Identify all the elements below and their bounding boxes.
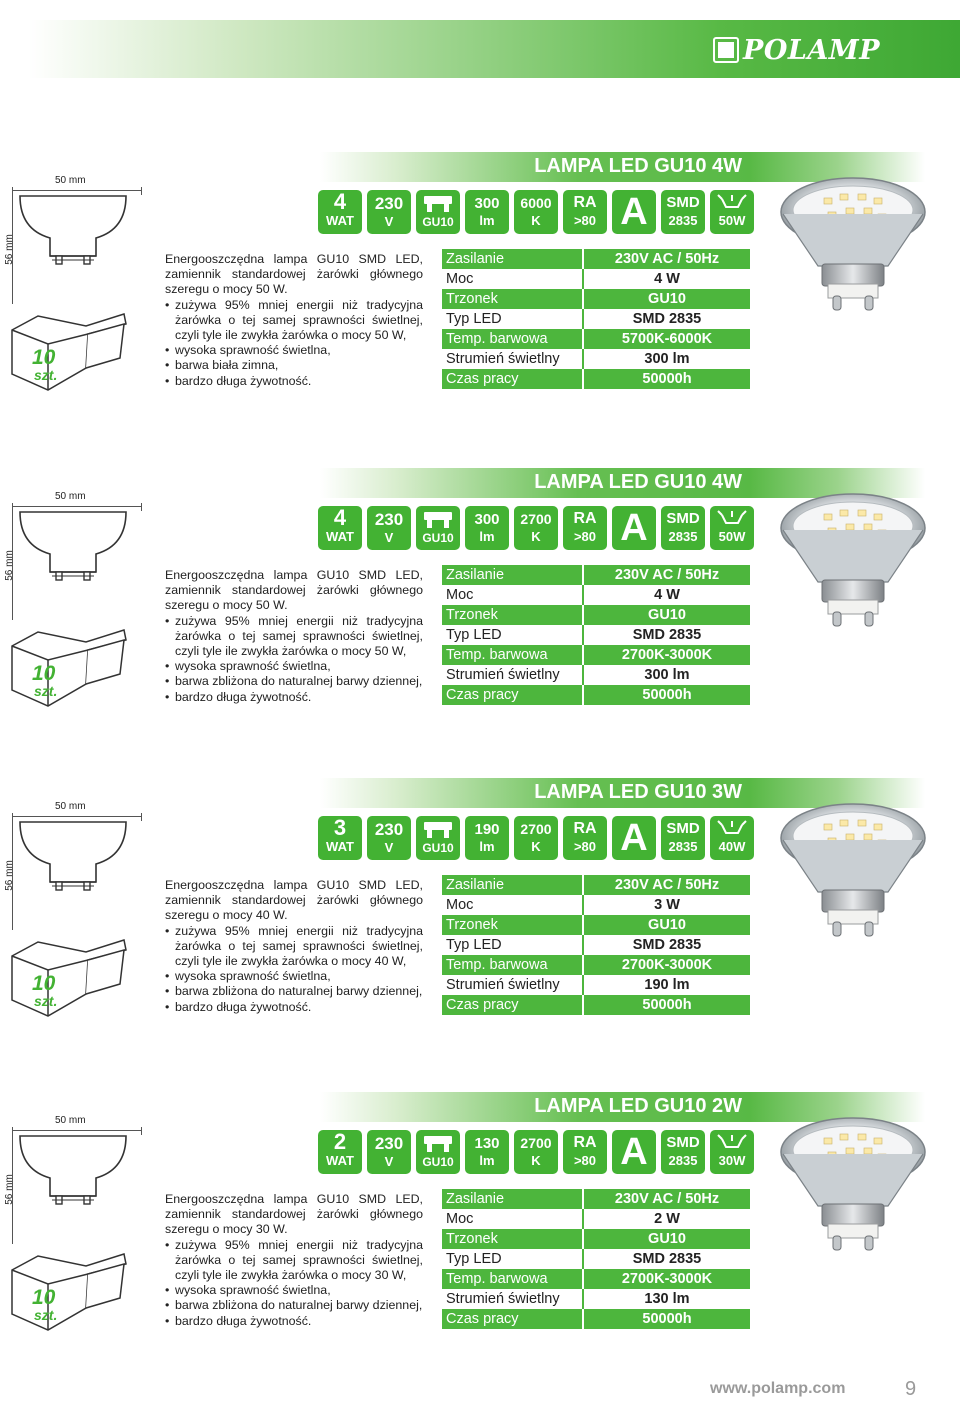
dimension-width-line xyxy=(12,816,142,817)
cri-icon xyxy=(563,506,607,550)
color-temp-value: 2700 xyxy=(520,511,552,527)
box-icon xyxy=(8,312,133,392)
color-temp-unit: K xyxy=(531,529,541,544)
spec-row xyxy=(442,369,750,389)
lumen-unit: lm xyxy=(479,529,495,544)
spec-key: Zasilanie xyxy=(442,249,583,269)
voltage-unit: V xyxy=(384,214,394,229)
dimension-height-line xyxy=(12,510,13,620)
cri-value: >80 xyxy=(573,529,597,544)
feature-icons xyxy=(318,816,758,860)
voltage-icon xyxy=(367,816,411,860)
spec-row xyxy=(442,1249,750,1269)
color-temp-icon xyxy=(514,190,558,234)
smd-icon xyxy=(661,1130,705,1174)
smd-value: 2835 xyxy=(668,213,698,228)
spec-key: Typ LED xyxy=(442,625,583,645)
brand-logo xyxy=(713,32,880,68)
spec-row xyxy=(442,565,750,585)
dimension-height: 56 mm xyxy=(3,234,15,265)
product-section xyxy=(0,152,960,412)
spec-value: 2700K-3000K xyxy=(583,645,750,665)
smd-icon xyxy=(661,190,705,234)
power-icon xyxy=(318,816,362,860)
cri-value: >80 xyxy=(573,213,597,228)
spec-value: 190 lm xyxy=(583,975,750,995)
description-intro: Energooszczędna lampa GU10 SMD LED, zamiennik standardowej żarówki głównego szeregu o mocy 50 W. xyxy=(165,568,423,613)
spec-value: 130 lm xyxy=(583,1289,750,1309)
cri-value: >80 xyxy=(573,839,597,854)
product-photo xyxy=(778,490,928,630)
smd-label: SMD xyxy=(666,510,700,527)
equivalent-value: 30W xyxy=(718,1153,746,1168)
spec-row xyxy=(442,975,750,995)
spec-value: 2 W xyxy=(583,1209,750,1229)
energy-class: A xyxy=(620,507,648,549)
spec-key: Zasilanie xyxy=(442,565,583,585)
light-rays-icon xyxy=(710,193,754,213)
spec-value: SMD 2835 xyxy=(583,935,750,955)
cri-label: RA xyxy=(573,1134,597,1151)
energy-class: A xyxy=(620,817,648,859)
dimension-width: 50 mm xyxy=(55,175,86,186)
socket-gu10-icon xyxy=(416,506,460,550)
spec-value: GU10 xyxy=(583,1229,750,1249)
spec-value: 4 W xyxy=(583,269,750,289)
equivalent-bulb-icon xyxy=(710,816,754,860)
lumen-icon xyxy=(465,506,509,550)
lamp-outline-icon xyxy=(18,1134,128,1214)
spec-row xyxy=(442,625,750,645)
lumen-value: 130 xyxy=(474,1135,500,1152)
product-photo xyxy=(778,800,928,940)
description xyxy=(165,252,423,389)
spec-value: 230V AC / 50Hz xyxy=(583,1189,750,1209)
spec-row xyxy=(442,289,750,309)
voltage-unit: V xyxy=(384,1154,394,1169)
smd-icon xyxy=(661,506,705,550)
product-title: LAMPA LED GU10 4W xyxy=(534,471,742,493)
box-unit: szt. xyxy=(34,1307,58,1323)
socket-label: GU10 xyxy=(422,1155,454,1169)
description xyxy=(165,878,423,1015)
feature-item: • barwa zbliżona do naturalnej barwy dziennej, xyxy=(165,984,423,999)
lumen-unit: lm xyxy=(479,839,495,854)
color-temp-unit: K xyxy=(531,839,541,854)
color-temp-unit: K xyxy=(531,1153,541,1168)
power-unit: WAT xyxy=(326,529,354,544)
spec-key: Zasilanie xyxy=(442,875,583,895)
spec-value: 5700K-6000K xyxy=(583,329,750,349)
spec-key: Moc xyxy=(442,269,583,289)
spec-key: Strumień świetlny xyxy=(442,975,583,995)
spec-row xyxy=(442,329,750,349)
power-value: 3 xyxy=(333,815,347,840)
feature-list xyxy=(165,298,423,389)
package-box xyxy=(8,628,133,712)
lamp-outline-icon xyxy=(18,194,128,274)
light-rays-icon xyxy=(710,1133,754,1153)
lumen-icon xyxy=(465,1130,509,1174)
box-quantity: 10 xyxy=(32,1286,56,1309)
cri-icon xyxy=(563,1130,607,1174)
spec-key: Moc xyxy=(442,1209,583,1229)
feature-item: • zużywa 95% mniej energii niż tradycyjna żarówka o tej samej sprawności świetlnej, czyli tyle ile zwykła żarówka o mocy 50 W, xyxy=(165,614,423,660)
spec-row xyxy=(442,249,750,269)
power-unit: WAT xyxy=(326,1153,354,1168)
energy-class: A xyxy=(620,191,648,233)
cri-label: RA xyxy=(573,510,597,527)
spec-key: Temp. barwowa xyxy=(442,329,583,349)
feature-item: • bardzo długa żywotność. xyxy=(165,1314,423,1329)
spec-row xyxy=(442,1309,750,1329)
feature-list xyxy=(165,924,423,1015)
feature-item: • wysoka sprawność świetlna, xyxy=(165,659,423,674)
dimension-height-line xyxy=(12,194,13,304)
lumen-value: 300 xyxy=(474,511,500,528)
smd-value: 2835 xyxy=(668,1153,698,1168)
dimension-width-line xyxy=(12,506,142,507)
cri-label: RA xyxy=(573,820,597,837)
smd-icon xyxy=(661,816,705,860)
spec-row xyxy=(442,685,750,705)
product-section xyxy=(0,1092,960,1352)
power-icon xyxy=(318,506,362,550)
power-value: 4 xyxy=(333,189,347,214)
spec-row xyxy=(442,1289,750,1309)
package-box xyxy=(8,938,133,1022)
cri-value: >80 xyxy=(573,1153,597,1168)
socket-label: GU10 xyxy=(422,841,454,855)
spec-key: Typ LED xyxy=(442,309,583,329)
spec-key: Moc xyxy=(442,895,583,915)
spec-key: Strumień świetlny xyxy=(442,349,583,369)
lamp-outline-icon xyxy=(18,820,128,900)
smd-label: SMD xyxy=(666,194,700,211)
spec-key: Trzonek xyxy=(442,915,583,935)
dimension-width: 50 mm xyxy=(55,1115,86,1126)
spec-row xyxy=(442,895,750,915)
description-intro: Energooszczędna lampa GU10 SMD LED, zamiennik standardowej żarówki głównego szeregu o mocy 30 W. xyxy=(165,1192,423,1237)
feature-item: • zużywa 95% mniej energii niż tradycyjna żarówka o tej samej sprawności świetlnej, czyli tyle ile zwykła żarówka o mocy 50 W, xyxy=(165,298,423,344)
power-icon xyxy=(318,190,362,234)
spec-value: 50000h xyxy=(583,1309,750,1329)
socket-gu10-icon xyxy=(416,816,460,860)
box-quantity: 10 xyxy=(32,346,56,369)
lumen-icon xyxy=(465,190,509,234)
dimension-height-line xyxy=(12,1134,13,1244)
product-photo xyxy=(778,1114,928,1254)
equivalent-bulb-icon xyxy=(710,190,754,234)
footer-url[interactable]: www.polamp.com xyxy=(710,1380,846,1397)
spec-key: Czas pracy xyxy=(442,685,583,705)
spec-row xyxy=(442,645,750,665)
spec-key: Moc xyxy=(442,585,583,605)
spec-value: GU10 xyxy=(583,605,750,625)
socket-gu10-icon xyxy=(416,1130,460,1174)
spec-row xyxy=(442,585,750,605)
spec-value: 2700K-3000K xyxy=(583,955,750,975)
socket-pins-icon xyxy=(416,818,460,842)
dimension-height: 56 mm xyxy=(3,550,15,581)
feature-item: • barwa biała zimna, xyxy=(165,358,423,373)
feature-item: • bardzo długa żywotność. xyxy=(165,690,423,705)
spec-value: 300 lm xyxy=(583,665,750,685)
spec-table xyxy=(442,1189,750,1329)
spec-value: 50000h xyxy=(583,369,750,389)
feature-item: • bardzo długa żywotność. xyxy=(165,374,423,389)
equivalent-bulb-icon xyxy=(710,1130,754,1174)
spec-value: 4 W xyxy=(583,585,750,605)
spec-value: SMD 2835 xyxy=(583,1249,750,1269)
spec-value: 3 W xyxy=(583,895,750,915)
feature-item: • zużywa 95% mniej energii niż tradycyjna żarówka o tej samej sprawności świetlnej, czyli tyle ile zwykła żarówka o mocy 40 W, xyxy=(165,924,423,970)
spec-key: Typ LED xyxy=(442,935,583,955)
color-temp-value: 6000 xyxy=(520,195,552,211)
color-temp-icon xyxy=(514,816,558,860)
box-icon xyxy=(8,938,133,1018)
spec-row xyxy=(442,349,750,369)
spec-key: Trzonek xyxy=(442,1229,583,1249)
spec-key: Czas pracy xyxy=(442,995,583,1015)
box-icon xyxy=(8,1252,133,1332)
spec-value: 50000h xyxy=(583,995,750,1015)
product-title: LAMPA LED GU10 4W xyxy=(534,155,742,177)
dimension-width: 50 mm xyxy=(55,801,86,812)
equivalent-value: 50W xyxy=(718,529,746,544)
spec-key: Temp. barwowa xyxy=(442,1269,583,1289)
spec-table xyxy=(442,249,750,389)
description-intro: Energooszczędna lampa GU10 SMD LED, zamiennik standardowej żarówki głównego szeregu o mocy 50 W. xyxy=(165,252,423,297)
box-quantity: 10 xyxy=(32,662,56,685)
page-number: 9 xyxy=(905,1378,917,1400)
spec-value: 300 lm xyxy=(583,349,750,369)
lumen-unit: lm xyxy=(479,213,495,228)
smd-label: SMD xyxy=(666,1134,700,1151)
spec-key: Zasilanie xyxy=(442,1189,583,1209)
spec-row xyxy=(442,309,750,329)
spec-key: Trzonek xyxy=(442,605,583,625)
spec-row xyxy=(442,935,750,955)
product-photo xyxy=(778,174,928,314)
voltage-icon xyxy=(367,1130,411,1174)
spec-row xyxy=(442,1209,750,1229)
power-value: 2 xyxy=(333,1129,347,1154)
voltage-value: 230 xyxy=(374,510,404,529)
color-temp-icon xyxy=(514,506,558,550)
spec-table xyxy=(442,565,750,705)
spec-value: SMD 2835 xyxy=(583,625,750,645)
logo-text: POLAMP xyxy=(743,34,880,66)
dimension-width: 50 mm xyxy=(55,491,86,502)
cri-icon xyxy=(563,190,607,234)
spec-value: 50000h xyxy=(583,685,750,705)
equivalent-value: 50W xyxy=(718,213,746,228)
spec-row xyxy=(442,269,750,289)
feature-icons xyxy=(318,506,758,550)
box-quantity: 10 xyxy=(32,972,56,995)
lumen-value: 190 xyxy=(474,821,500,838)
voltage-icon xyxy=(367,190,411,234)
socket-label: GU10 xyxy=(422,531,454,545)
feature-item: • wysoka sprawność świetlna, xyxy=(165,969,423,984)
feature-icons xyxy=(318,1130,758,1174)
socket-pins-icon xyxy=(416,508,460,532)
spec-row xyxy=(442,875,750,895)
spec-value: 2700K-3000K xyxy=(583,1269,750,1289)
equivalent-value: 40W xyxy=(718,839,746,854)
energy-class-icon xyxy=(612,816,656,860)
energy-class-icon xyxy=(612,1130,656,1174)
dimension-height: 56 mm xyxy=(3,860,15,891)
socket-pins-icon xyxy=(416,192,460,216)
power-value: 4 xyxy=(333,505,347,530)
feature-list xyxy=(165,614,423,705)
spec-key: Temp. barwowa xyxy=(442,955,583,975)
feature-item: • zużywa 95% mniej energii niż tradycyjna żarówka o tej samej sprawności świetlnej, czyli tyle ile zwykła żarówka o mocy 30 W, xyxy=(165,1238,423,1284)
smd-value: 2835 xyxy=(668,529,698,544)
cri-icon xyxy=(563,816,607,860)
power-unit: WAT xyxy=(326,839,354,854)
socket-label: GU10 xyxy=(422,215,454,229)
spec-value: 230V AC / 50Hz xyxy=(583,875,750,895)
product-title: LAMPA LED GU10 2W xyxy=(534,1095,742,1117)
lumen-value: 300 xyxy=(474,195,500,212)
spec-row xyxy=(442,1269,750,1289)
energy-class-icon xyxy=(612,506,656,550)
feature-item: • barwa zbliżona do naturalnej barwy dziennej, xyxy=(165,1298,423,1313)
spec-row xyxy=(442,995,750,1015)
spec-row xyxy=(442,955,750,975)
light-rays-icon xyxy=(710,509,754,529)
lumen-unit: lm xyxy=(479,1153,495,1168)
energy-class: A xyxy=(620,1131,648,1173)
spec-key: Czas pracy xyxy=(442,1309,583,1329)
feature-item: • bardzo długa żywotność. xyxy=(165,1000,423,1015)
smd-label: SMD xyxy=(666,820,700,837)
dimension-width-line xyxy=(12,190,142,191)
voltage-value: 230 xyxy=(374,194,404,213)
color-temp-value: 2700 xyxy=(520,1135,552,1151)
smd-value: 2835 xyxy=(668,839,698,854)
package-box xyxy=(8,312,133,396)
spec-key: Typ LED xyxy=(442,1249,583,1269)
socket-pins-icon xyxy=(416,1132,460,1156)
feature-icons xyxy=(318,190,758,234)
spec-row xyxy=(442,665,750,685)
box-icon xyxy=(8,628,133,708)
feature-item: • wysoka sprawność świetlna, xyxy=(165,1283,423,1298)
dimension-height-line xyxy=(12,820,13,930)
feature-list xyxy=(165,1238,423,1329)
spec-row xyxy=(442,1189,750,1209)
logo-mark-icon xyxy=(713,37,739,63)
dimension-height: 56 mm xyxy=(3,1174,15,1205)
product-section xyxy=(0,778,960,1038)
spec-row xyxy=(442,1229,750,1249)
spec-key: Strumień świetlny xyxy=(442,1289,583,1309)
spec-row xyxy=(442,915,750,935)
box-unit: szt. xyxy=(34,683,58,699)
spec-table xyxy=(442,875,750,1015)
voltage-unit: V xyxy=(384,530,394,545)
dimension-width-line xyxy=(12,1130,142,1131)
color-temp-unit: K xyxy=(531,213,541,228)
box-unit: szt. xyxy=(34,993,58,1009)
spec-key: Czas pracy xyxy=(442,369,583,389)
cri-label: RA xyxy=(573,194,597,211)
product-title: LAMPA LED GU10 3W xyxy=(534,781,742,803)
voltage-value: 230 xyxy=(374,820,404,839)
package-box xyxy=(8,1252,133,1336)
spec-value: GU10 xyxy=(583,289,750,309)
lamp-outline-icon xyxy=(18,510,128,590)
equivalent-bulb-icon xyxy=(710,506,754,550)
color-temp-value: 2700 xyxy=(520,821,552,837)
spec-value: GU10 xyxy=(583,915,750,935)
spec-key: Strumień świetlny xyxy=(442,665,583,685)
box-unit: szt. xyxy=(34,367,58,383)
spec-key: Temp. barwowa xyxy=(442,645,583,665)
light-rays-icon xyxy=(710,819,754,839)
feature-item: • wysoka sprawność świetlna, xyxy=(165,343,423,358)
spec-row xyxy=(442,605,750,625)
color-temp-icon xyxy=(514,1130,558,1174)
spec-value: 230V AC / 50Hz xyxy=(583,249,750,269)
socket-gu10-icon xyxy=(416,190,460,234)
energy-class-icon xyxy=(612,190,656,234)
description xyxy=(165,1192,423,1329)
feature-item: • barwa zbliżona do naturalnej barwy dziennej, xyxy=(165,674,423,689)
spec-key: Trzonek xyxy=(442,289,583,309)
description xyxy=(165,568,423,705)
voltage-icon xyxy=(367,506,411,550)
spec-value: SMD 2835 xyxy=(583,309,750,329)
description-intro: Energooszczędna lampa GU10 SMD LED, zamiennik standardowej żarówki głównego szeregu o mocy 40 W. xyxy=(165,878,423,923)
lumen-icon xyxy=(465,816,509,860)
power-icon xyxy=(318,1130,362,1174)
voltage-value: 230 xyxy=(374,1134,404,1153)
voltage-unit: V xyxy=(384,840,394,855)
power-unit: WAT xyxy=(326,213,354,228)
product-section xyxy=(0,468,960,728)
spec-value: 230V AC / 50Hz xyxy=(583,565,750,585)
